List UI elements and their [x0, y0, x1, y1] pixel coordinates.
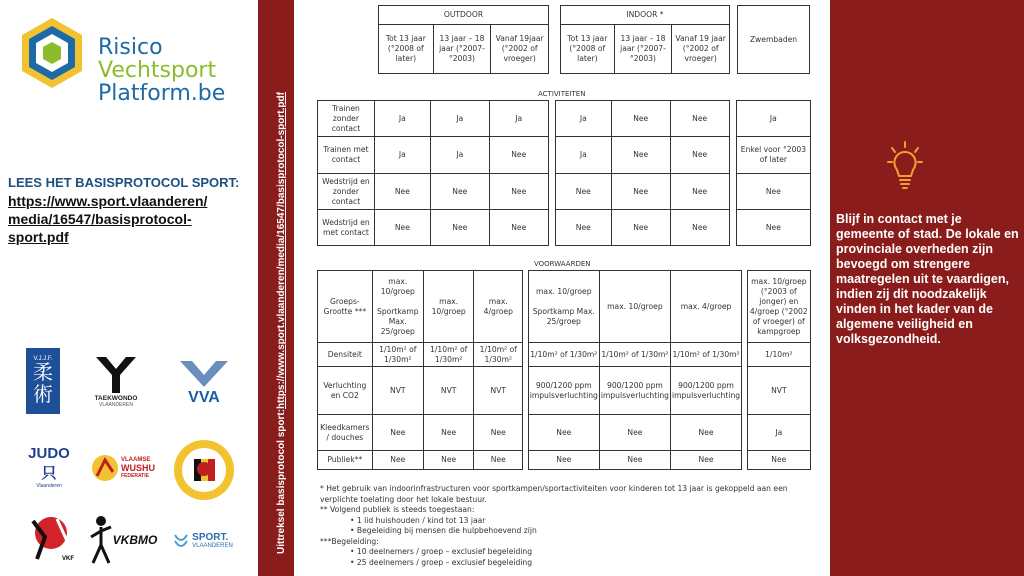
voorwaarden-cell: Nee: [747, 451, 810, 470]
voorwaarden-cell: Nee: [670, 451, 741, 470]
activiteiten-cell: Nee: [430, 210, 489, 246]
activiteiten-cell: Nee: [430, 174, 489, 210]
risico-vechtsport-logo: [16, 14, 246, 106]
indoor-col-2: 13 jaar – 18 jaar (°2007-°2003): [614, 25, 672, 74]
activiteiten-cell: Ja: [736, 101, 810, 137]
activiteiten-cell: Nee: [489, 210, 548, 246]
note-1: * Het gebruik van indoorinfrastructuren voor sportkampen/sportactiviteiten voor kinderen tot 13 jaar is gekoppeld aan een verplichte toelating door het lokale bestuur.: [320, 484, 788, 504]
activiteiten-cell: Ja: [555, 101, 611, 137]
wushu-logo: [84, 448, 162, 488]
judo-logo: [20, 445, 78, 489]
indoor-col-1: Tot 13 jaar (°2008 of later): [561, 25, 615, 74]
voorwaarden-cell: Nee: [528, 451, 599, 470]
activiteiten-cell: Nee: [611, 101, 670, 137]
table-gap: [548, 174, 555, 210]
voorwaarden-cell: 1/10m² of 1/30m²: [372, 343, 423, 367]
activiteiten-cell: Nee: [611, 174, 670, 210]
voorwaarden-cell: 900/1200 ppm impulsverluchting: [599, 367, 670, 415]
vva-text: VVA: [188, 389, 220, 406]
vjjf-logo: [26, 348, 60, 414]
voorwaarden-cell: Nee: [423, 451, 474, 470]
activiteiten-cell: Nee: [670, 174, 729, 210]
voorwaarden-cell: Nee: [423, 415, 474, 451]
logo-line-2: Vechtsport: [98, 58, 217, 83]
voorwaarden-cell: 1/10m² of 1/30m²: [474, 343, 523, 367]
activiteiten-cell: Ja: [430, 137, 489, 174]
voorwaarden-cell: 1/10m² of 1/30m²: [599, 343, 670, 367]
boksliga-logo: [172, 438, 236, 502]
indoor-col-3: Vanaf 19 jaar (°2002 of vroeger): [672, 25, 730, 74]
activiteiten-cell: Nee: [374, 210, 430, 246]
right-panel: [830, 0, 1024, 576]
activiteiten-cell: Nee: [555, 210, 611, 246]
voorwaarden-cell: 1/10m²: [747, 343, 810, 367]
read-protocol: [8, 174, 248, 246]
activiteiten-cell: Ja: [374, 101, 430, 137]
voorwaarden-cell: 1/10m² of 1/30m²: [528, 343, 599, 367]
activiteiten-cell: Nee: [736, 174, 810, 210]
note-2b: • Begeleiding bij mensen die hulpbehoevend zijn: [350, 526, 537, 535]
activiteiten-row-label: Wedstrijd en met contact: [318, 210, 375, 246]
logo-line-1: Risico: [98, 35, 163, 60]
voorwaarden-cell: max. 4/groep: [670, 271, 741, 343]
activiteiten-row-label: Wedstrijd en zonder contact: [318, 174, 375, 210]
voorwaarden-cell: Nee: [372, 451, 423, 470]
wushu-figure-icon: [91, 452, 119, 484]
table-gap: [729, 101, 736, 137]
voorwaarden-cell: max. 10/groep Sportkamp Max. 25/groep: [528, 271, 599, 343]
voorwaarden-cell: max. 10/groep (°2003 of jonger) en 4/groep (°2002 of vroeger) of kampgroep: [747, 271, 810, 343]
footnotes: [320, 484, 825, 568]
voorwaarden-cell: max. 10/groep: [423, 271, 474, 343]
voorwaarden-cell: Nee: [599, 451, 670, 470]
voorwaarden-cell: Nee: [528, 415, 599, 451]
outdoor-col-1: Tot 13 jaar (°2008 of later): [379, 25, 434, 74]
outdoor-col-2: 13 jaar – 18 jaar (°2007-°2003): [433, 25, 491, 74]
voorwaarden-row: [318, 367, 811, 415]
vva-logo: [176, 354, 232, 412]
zwembaden-header-table: [737, 5, 810, 74]
vjjf-glyph-icon: 柔 術: [33, 362, 53, 406]
activiteiten-cell: Nee: [611, 137, 670, 174]
activiteiten-row: [318, 137, 811, 174]
activiteiten-row: [318, 210, 811, 246]
taekwondo-emblem-icon: [94, 355, 138, 395]
note-3a: • 10 deelnemers / groep – exclusief begeleiding: [350, 547, 533, 556]
activiteiten-cell: Nee: [489, 174, 548, 210]
vva-emblem-icon: [178, 359, 230, 389]
boksliga-emblem-icon: [173, 439, 235, 501]
voorwaarden-cell: 1/10m² of 1/30m²: [670, 343, 741, 367]
wushu-text-2: WUSHU: [121, 462, 155, 473]
table-gap: [729, 210, 736, 246]
protocol-link[interactable]: https://www.sport.vlaanderen/ media/16547/basisprotocol- sport.pdf: [8, 193, 208, 245]
wushu-text-3: FEDERATIE: [121, 472, 149, 479]
indoor-heading: INDOOR *: [561, 6, 730, 25]
voorwaarden-cell: 900/1200 ppm impulsverluchting: [670, 367, 741, 415]
activiteiten-cell: Nee: [736, 210, 810, 246]
activiteiten-cell: Nee: [670, 101, 729, 137]
logo-line-3: Platform.be: [98, 81, 226, 106]
voorwaarden-row-label: Publiek**: [318, 451, 373, 470]
activiteiten-cell: Ja: [430, 101, 489, 137]
activiteiten-cell: Enkel voor °2003 of later: [736, 137, 810, 174]
lightbulb-icon: [887, 140, 923, 194]
table-gap: [548, 137, 555, 174]
note-3b: • 25 deelnemers / groep – exclusief begeleiding: [350, 557, 533, 567]
table-gap: [548, 210, 555, 246]
taekwondo-text: TAEKWONDO: [94, 394, 138, 402]
voorwaarden-cell: NVT: [747, 367, 810, 415]
logo-text: [98, 36, 225, 105]
activiteiten-cell: Nee: [670, 137, 729, 174]
activiteiten-cell: Nee: [670, 210, 729, 246]
table-gap: [729, 174, 736, 210]
vertical-strip: [258, 0, 294, 576]
outdoor-col-3: Vanaf 19jaar (°2002 of vroeger): [491, 25, 549, 74]
activiteiten-cell: Ja: [489, 101, 548, 137]
activiteiten-cell: Nee: [555, 174, 611, 210]
strip-link[interactable]: https://www.sport.vlaanderen/media/16547/basisprotocol-sport.pdf: [276, 92, 287, 409]
voorwaarden-title: VOORWAARDEN: [534, 260, 591, 268]
outdoor-heading: OUTDOOR: [379, 6, 549, 25]
judo-text: JUDO 只: [28, 445, 70, 482]
vkf-logo: [26, 510, 74, 566]
activiteiten-cell: Ja: [555, 137, 611, 174]
strip-prefix: Uittreksel basisprotocol sport:: [276, 408, 287, 554]
voorwaarden-row-label: Densiteit: [318, 343, 373, 367]
activiteiten-row: [318, 101, 811, 137]
sport-text: SPORT.: [192, 532, 229, 543]
taekwondo-subtext: VLAANDEREN: [99, 401, 133, 408]
voorwaarden-row: [318, 415, 811, 451]
voorwaarden-cell: NVT: [372, 367, 423, 415]
boxer-figure-icon: [89, 515, 113, 565]
taekwondo-logo: [88, 348, 144, 414]
voorwaarden-table: [317, 270, 811, 470]
activiteiten-cell: Ja: [374, 137, 430, 174]
left-panel: [0, 0, 258, 576]
voorwaarden-row-label: Kleedkamers / douches: [318, 415, 373, 451]
activiteiten-table: [317, 100, 811, 246]
indoor-header-table: [560, 5, 730, 74]
activiteiten-row: [318, 174, 811, 210]
voorwaarden-row-label: Verluchting en CO2: [318, 367, 373, 415]
vkbmo-text: VKBMO: [112, 533, 158, 547]
sport-vlaanderen-mark-icon: [173, 533, 189, 551]
judo-subtext: Vlaanderen: [36, 483, 62, 489]
voorwaarden-cell: Nee: [599, 415, 670, 451]
contact-message: Blijf in contact met je gemeente of stad. De lokale en provinciale overheden zijn bevoegd om strengere maatregelen uit te vaardigen, indien zij dit noodzakelijk vinden in het kader van de algemene veiligheid en volksgezondheid.: [836, 212, 1019, 346]
activiteiten-row-label: Trainen zonder contact: [318, 101, 375, 137]
note-2: ** Volgend publiek is steeds toegestaan:: [320, 505, 475, 514]
voorwaarden-cell: Nee: [670, 415, 741, 451]
zwembaden-heading: Zwembaden: [738, 6, 810, 74]
strip-text: [276, 92, 288, 554]
vlaanderen-text: VLAANDEREN: [192, 543, 233, 549]
voorwaarden-row-label: Groeps-Grootte ***: [318, 271, 373, 343]
voorwaarden-row: [318, 271, 811, 343]
activiteiten-cell: Nee: [489, 137, 548, 174]
read-label: LEES HET BASISPROTOCOL SPORT:: [8, 175, 240, 190]
voorwaarden-cell: Nee: [474, 451, 523, 470]
voorwaarden-cell: 900/1200 ppm impulsverluchting: [528, 367, 599, 415]
voorwaarden-cell: 1/10m² of 1/30m²: [423, 343, 474, 367]
table-gap: [729, 137, 736, 174]
voorwaarden-row: [318, 343, 811, 367]
voorwaarden-cell: Ja: [747, 415, 810, 451]
activiteiten-cell: Nee: [374, 174, 430, 210]
note-3: ***Begeleiding:: [320, 536, 379, 546]
sport-vlaanderen-logo: [168, 528, 238, 556]
voorwaarden-cell: max. 10/groep Sportkamp Max. 25/groep: [372, 271, 423, 343]
activiteiten-title: ACTIVITEITEN: [538, 90, 586, 98]
wushu-text-1: VLAAMSE: [121, 456, 151, 463]
voorwaarden-cell: max. 10/groep: [599, 271, 670, 343]
table-gap: [548, 101, 555, 137]
note-2a: • 1 lid huishouden / kind tot 13 jaar: [350, 515, 486, 525]
voorwaarden-cell: Nee: [372, 415, 423, 451]
protocol-document: [294, 0, 830, 576]
outdoor-header-table: [378, 5, 549, 74]
vkbmo-logo: [86, 514, 160, 566]
activiteiten-cell: Nee: [611, 210, 670, 246]
vkf-text: VKF: [62, 556, 74, 562]
voorwaarden-cell: NVT: [423, 367, 474, 415]
vjjf-text: V.J.J.F.: [33, 356, 53, 362]
voorwaarden-row: [318, 451, 811, 470]
voorwaarden-cell: Nee: [474, 415, 523, 451]
voorwaarden-cell: max. 4/groep: [474, 271, 523, 343]
voorwaarden-cell: NVT: [474, 367, 523, 415]
hexagon-logo-icon: [16, 14, 88, 94]
activiteiten-row-label: Trainen met contact: [318, 137, 375, 174]
